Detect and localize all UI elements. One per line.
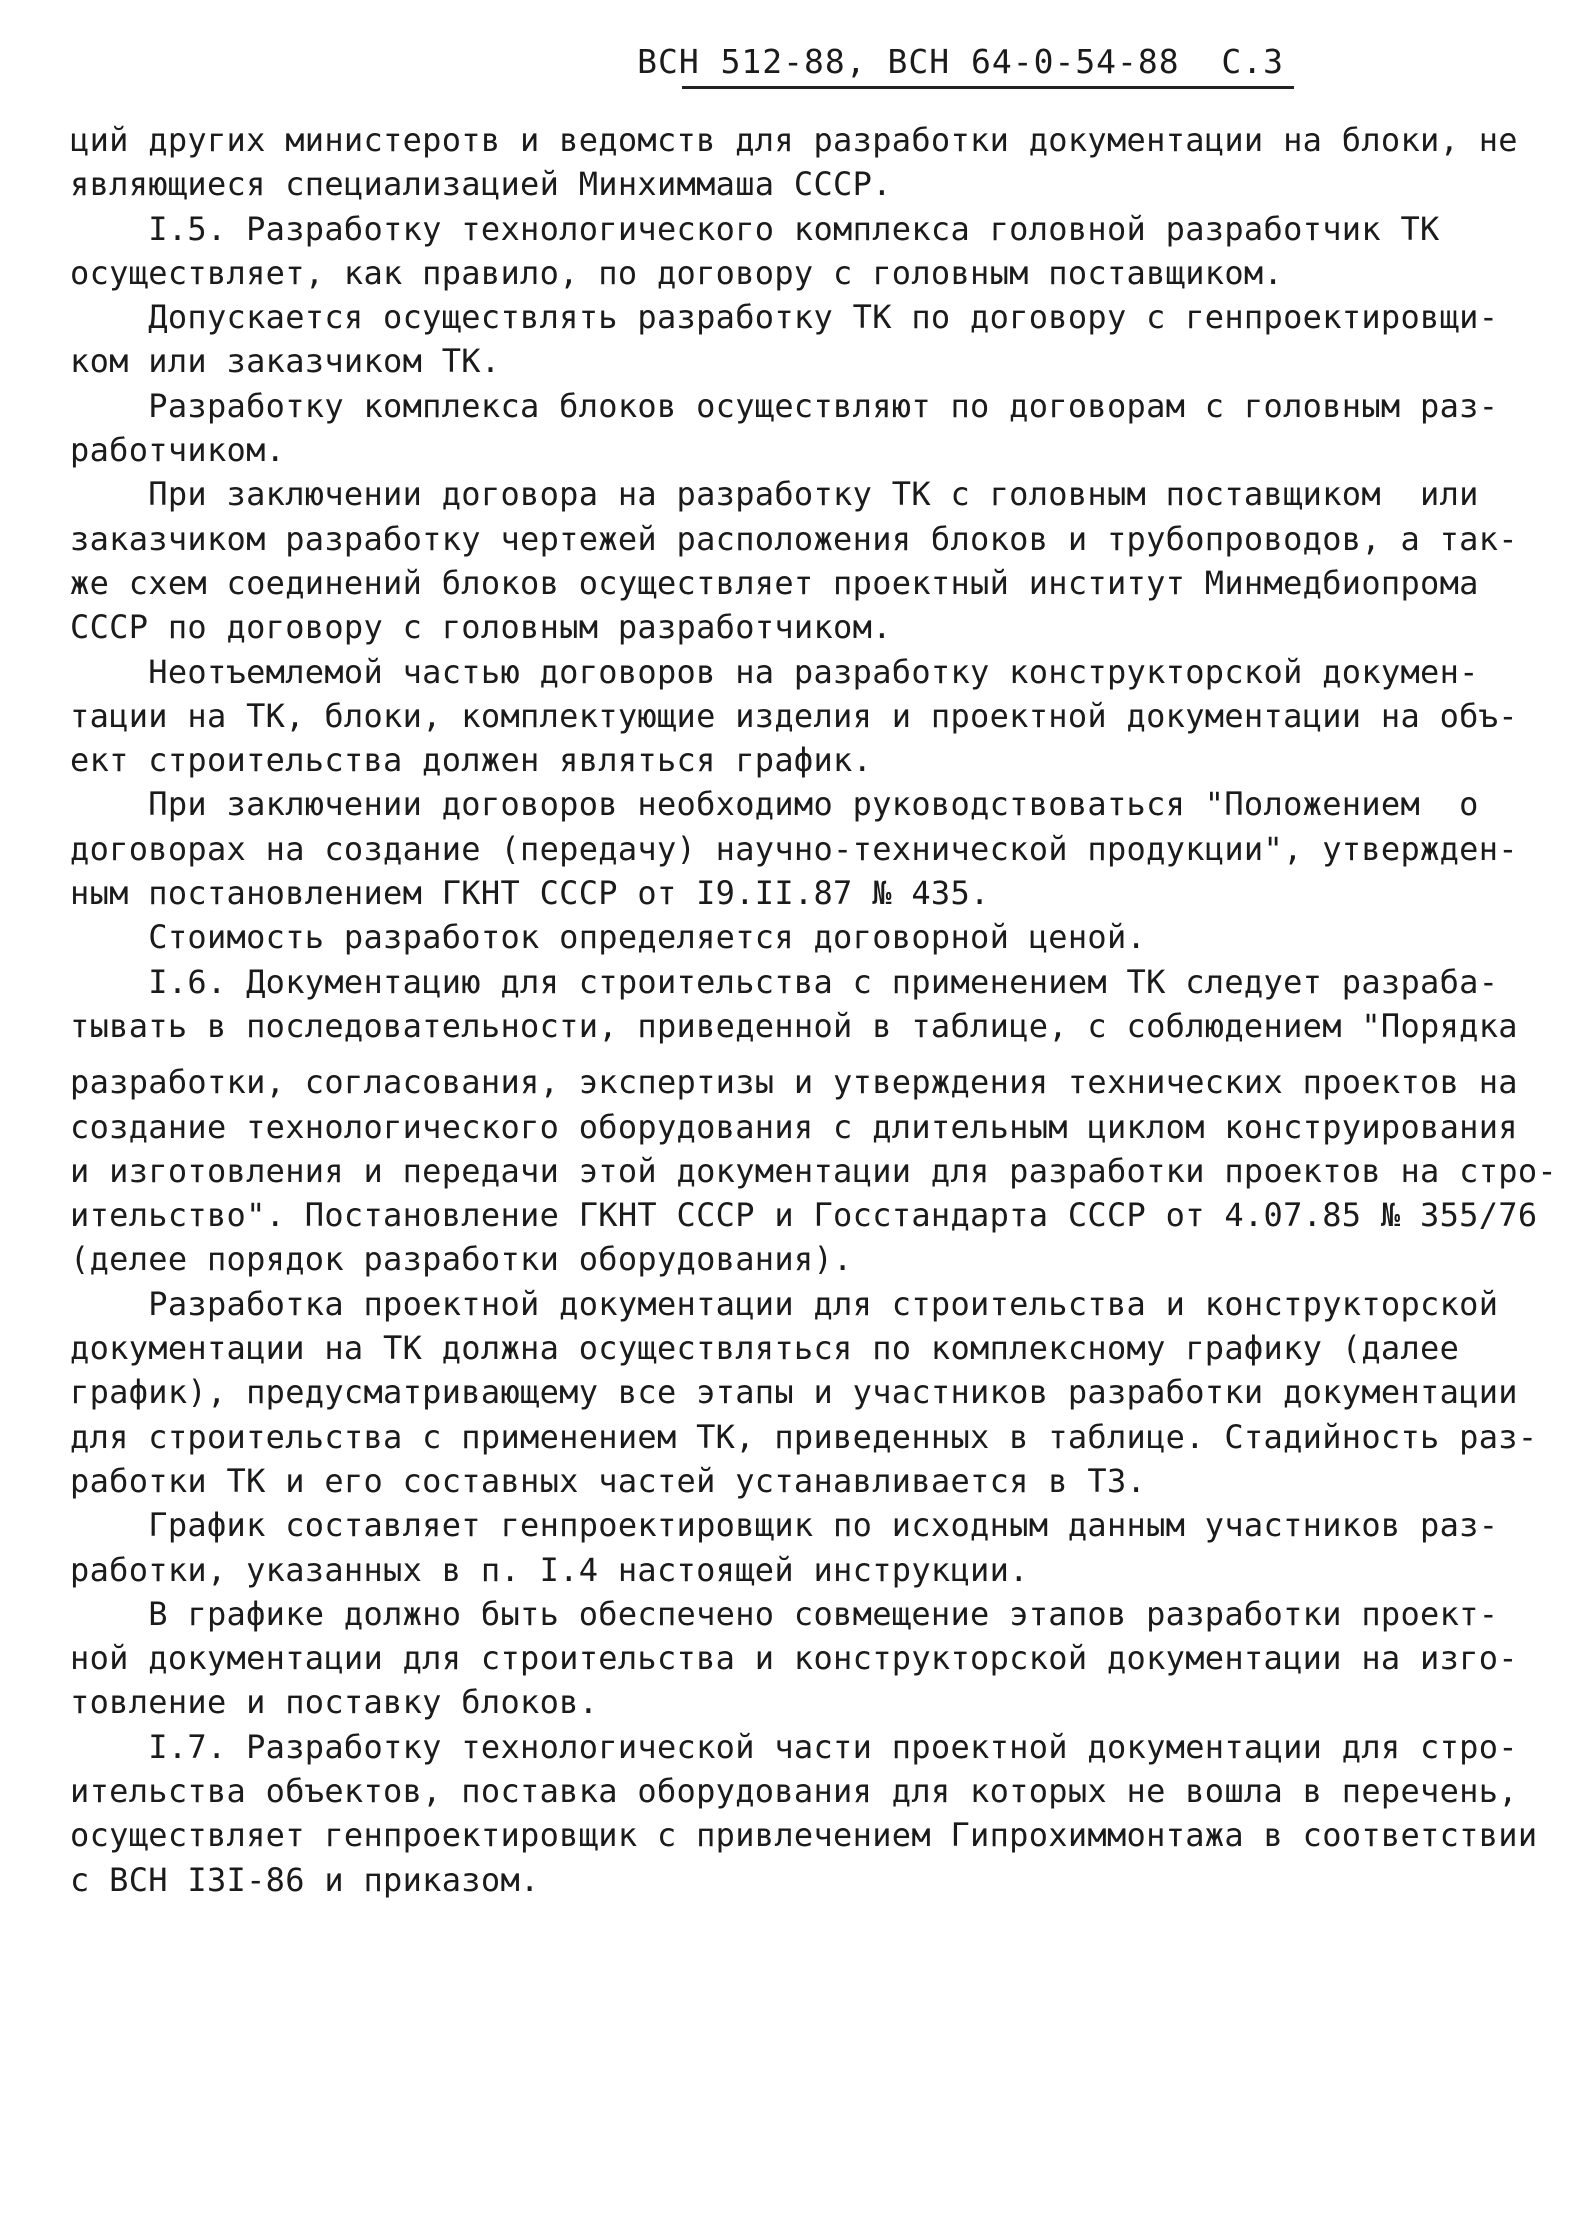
document-code-and-page: ВСН 512-88, ВСН 64-0-54-88 С.3 bbox=[637, 42, 1284, 81]
text-line: же схем соединений блоков осуществляет проектный институт Минмедбиопрома bbox=[70, 563, 1479, 602]
text-line: создание технологического оборудования с длительным циклом конструирования bbox=[70, 1107, 1518, 1146]
text-line: График составляет генпроектировщик по исходным данным участников раз- bbox=[70, 1506, 1499, 1545]
text-line: осуществляет генпроектировщик с привлечением Гипрохиммонтажа в соответствии bbox=[70, 1816, 1538, 1855]
text-line: документации на ТК должна осуществляться по комплексному графику (далее bbox=[70, 1329, 1460, 1368]
text-line: с ВСН I3I-86 и приказом. bbox=[70, 1860, 540, 1899]
text-line: Стоимость разработок определяется договорной ценой. bbox=[70, 918, 1147, 957]
text-line: заказчиком разработку чертежей расположения блоков и трубопроводов, а так- bbox=[70, 519, 1518, 558]
text-line: договорах на создание (передачу) научно-технической продукции", утвержден- bbox=[70, 829, 1518, 868]
text-line: тации на ТК, блоки, комплектующие изделия и проектной документации на объ- bbox=[70, 696, 1518, 735]
text-line: ций других министеротв и ведомств для разработки документации на блоки, не bbox=[70, 121, 1518, 159]
text-line: При заключении договоров необходимо руководствоваться "Положением о bbox=[70, 785, 1479, 824]
text-line: тывать в последовательности, приведенной в таблице, с соблюдением "Порядка bbox=[70, 1006, 1518, 1045]
text-line: I.6. Документацию для строительства с применением ТК следует разраба- bbox=[70, 962, 1499, 1001]
text-line: ным постановлением ГКНТ СССР от I9.II.87 № 435. bbox=[70, 874, 990, 913]
text-line: являющиеся специализацией Минхиммаша СССР. bbox=[70, 165, 892, 204]
text-line: работчиком. bbox=[70, 431, 286, 470]
text-line: для строительства с применением ТК, приведенных в таблице. Стадийность раз- bbox=[70, 1417, 1538, 1456]
text-line: разработки, согласования, экспертизы и утверждения технических проектов на bbox=[70, 1063, 1518, 1102]
page-header bbox=[637, 40, 1294, 89]
text-line: I.7. Разработку технологической части проектной документации для стро- bbox=[70, 1727, 1518, 1766]
document-body bbox=[70, 118, 1557, 1902]
text-line: ком или заказчиком ТК. bbox=[70, 342, 501, 381]
text-line: ительство". Постановление ГКНТ СССР и Госстандарта СССР от 4.07.85 № 355/76 bbox=[70, 1196, 1538, 1235]
text-line: график), предусматривающему все этапы и участников разработки документации bbox=[70, 1373, 1518, 1412]
text-line: работки, указанных в п. I.4 настоящей инструкции. bbox=[70, 1550, 1029, 1589]
text-line: I.5. Разработку технологического комплекса головной разработчик ТК bbox=[70, 209, 1440, 248]
text-line: Разработка проектной документации для строительства и конструкторской bbox=[70, 1284, 1499, 1323]
text-line: СССР по договору с головным разработчиком. bbox=[70, 608, 892, 647]
text-line: и изготовления и передачи этой документации для разработки проектов на стро- bbox=[70, 1151, 1557, 1190]
text-line: ительства объектов, поставка оборудования для которых не вошла в перечень, bbox=[70, 1771, 1518, 1810]
text-line: Неотъемлемой частью договоров на разработку конструкторской докумен- bbox=[70, 652, 1479, 691]
text-line: В графике должно быть обеспечено совмещение этапов разработки проект- bbox=[70, 1594, 1499, 1633]
text-line: товление и поставку блоков. bbox=[70, 1683, 599, 1722]
text-line: ект строительства должен являться график. bbox=[70, 741, 873, 780]
text-line: Допускается осуществлять разработку ТК по договору с генпроектировщи- bbox=[70, 298, 1499, 337]
text-line: При заключении договора на разработку ТК с головным поставщиком или bbox=[70, 475, 1479, 514]
text-line: работки ТК и его составных частей устанавливается в ТЗ. bbox=[70, 1461, 1147, 1500]
text-line: Разработку комплекса блоков осуществляют по договорам с головным раз- bbox=[70, 386, 1499, 425]
text-line: (делее порядок разработки оборудования). bbox=[70, 1240, 853, 1279]
text-line: осуществляет, как правило, по договору с головным поставщиком. bbox=[70, 253, 1284, 292]
text-line: ной документации для строительства и конструкторской документации на изго- bbox=[70, 1639, 1518, 1678]
